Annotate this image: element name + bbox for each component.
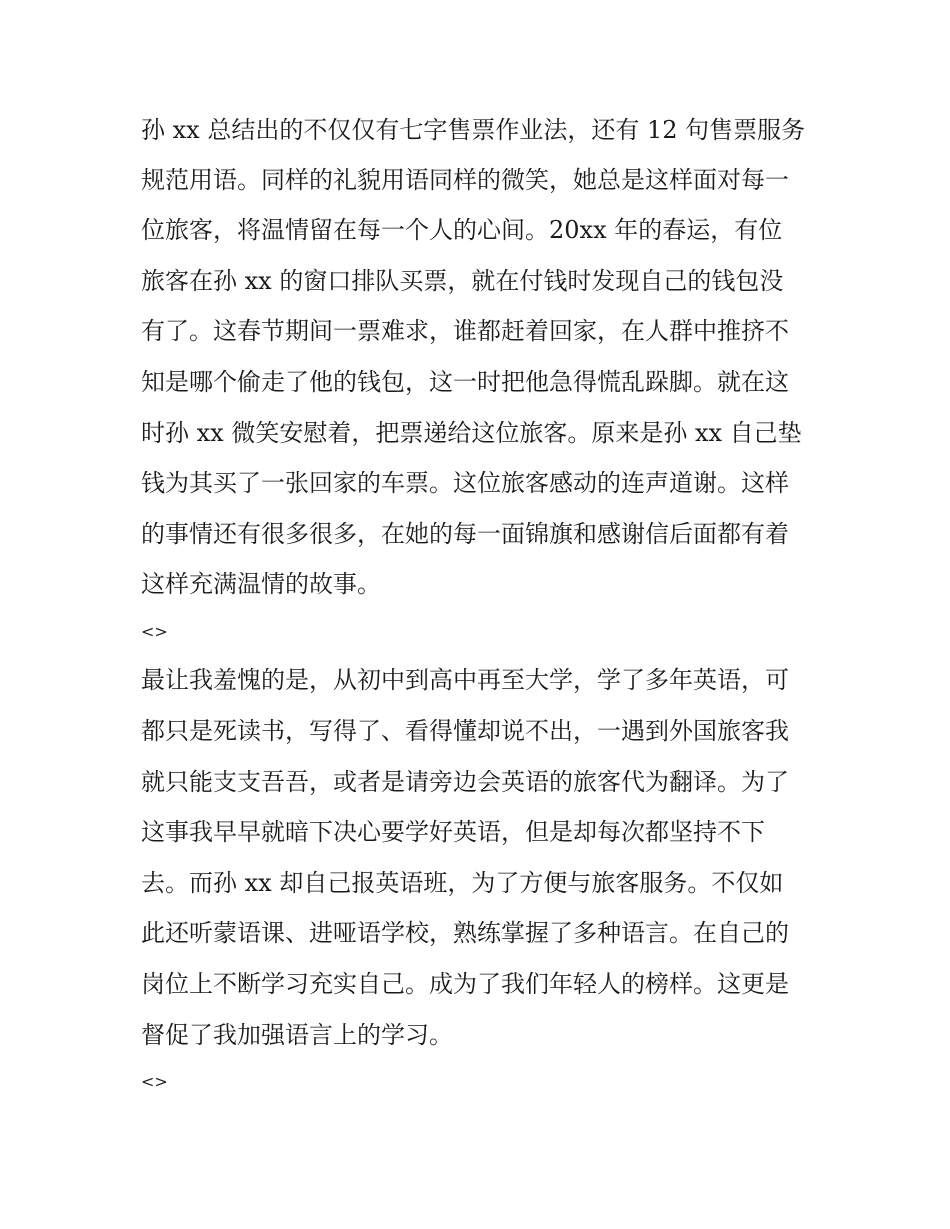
text-line: 这样充满温情的故事。 <box>141 570 381 598</box>
text-line: 有了。这春节期间一票难求，谁都赶着回家，在人群中推挤不 <box>141 317 789 345</box>
text-line: 时孙 xx 微笑安慰着，把票递给这位旅客。原来是孙 xx 自己垫 <box>141 419 802 447</box>
text-line: 孙 xx 总结出的不仅仅有七字售票作业法，还有 12 句售票服务 <box>141 116 806 144</box>
text-line: 督促了我加强语言上的学习。 <box>141 1021 453 1049</box>
text-line: 钱为其买了一张回家的车票。这位旅客感动的连声道谢。这样 <box>141 469 789 497</box>
text-line: 去。而孙 xx 却自己报英语班，为了方便与旅客服务。不仅如 <box>141 869 784 897</box>
text-line: 知是哪个偷走了他的钱包，这一时把他急得慌乱跺脚。就在这 <box>141 368 789 396</box>
text-line: 最让我羞愧的是，从初中到高中再至大学，学了多年英语，可 <box>141 666 789 694</box>
text-line: 旅客在孙 xx 的窗口排队买票，就在付钱时发现自己的钱包没 <box>141 267 784 295</box>
text-line: 就只能支支吾吾，或者是请旁边会英语的旅客代为翻译。为了 <box>141 768 789 796</box>
section-separator: <> <box>141 622 168 641</box>
text-line: 都只是死读书，写得了、看得懂却说不出，一遇到外国旅客我 <box>141 717 789 745</box>
text-line: 规范用语。同样的礼貌用语同样的微笑，她总是这样面对每一 <box>141 166 789 194</box>
text-line: 这事我早早就暗下决心要学好英语，但是却每次都坚持不下 <box>141 818 765 846</box>
text-line: 此还听蒙语课、进哑语学校，熟练掌握了多种语言。在自己的 <box>141 919 789 947</box>
text-line: 的事情还有很多很多，在她的每一面锦旗和感谢信后面都有着 <box>141 520 789 548</box>
text-line: 位旅客，将温情留在每一个人的心间。20xx 年的春运，有位 <box>141 216 783 244</box>
section-separator: <> <box>141 1072 168 1091</box>
text-line: 岗位上不断学习充实自己。成为了我们年轻人的榜样。这更是 <box>141 970 789 998</box>
